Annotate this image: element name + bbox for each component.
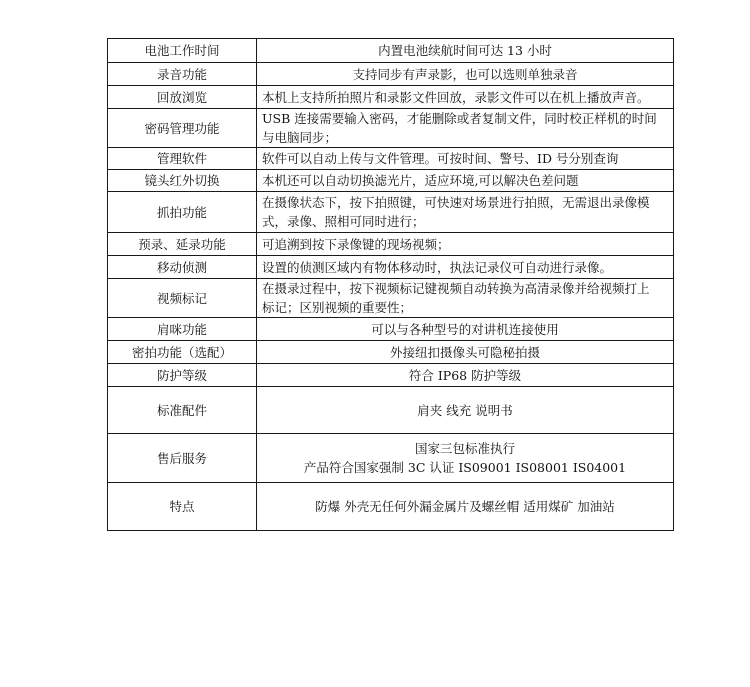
row-label: 抓拍功能 [108,192,257,233]
row-label: 密拍功能（选配） [108,341,257,364]
value-line: 可追溯到按下录像键的现场视频； [262,236,450,252]
value-line: 与电脑同步； [262,130,338,145]
table-row [108,387,674,434]
table-row [108,170,674,192]
row-label: 录音功能 [108,63,257,86]
table-row [108,318,674,341]
row-value [257,364,674,387]
spec-table-body [108,39,674,531]
value-line: 外接纽扣摄像头可隐秘拍摄 [389,344,540,360]
table-row [108,39,674,63]
row-label: 视频标记 [108,279,257,318]
row-label: 标准配件 [108,387,257,434]
row-label: 售后服务 [108,434,257,483]
table-row [108,109,674,148]
row-value [257,63,674,86]
table-row [108,233,674,256]
table-row [108,192,674,233]
row-value [257,233,674,256]
table-row [108,434,674,483]
row-value [257,341,674,364]
row-label: 密码管理功能 [108,109,257,148]
table-row [108,483,674,531]
table-row [108,341,674,364]
value-line: 内置电池续航时间可达 13 小时 [378,43,552,58]
value-line: 肩夹 线充 说明书 [417,402,513,418]
row-label: 镜头红外切换 [108,170,257,192]
value-line: 防爆 外壳无任何外漏金属片及螺丝帽 适用煤矿 加油站 [315,499,615,514]
value-line: 在摄像状态下，按下拍照键，可快速对场景进行拍照，无需退出录像模 [262,195,650,210]
row-value [257,192,674,233]
row-value [257,148,674,170]
row-value [257,109,674,148]
value-line: 在摄录过程中，按下视频标记键视频自动转换为高清录像并给视频打上 [262,281,650,296]
value-line: 国家三包标准执行 [414,441,515,456]
spec-table [107,38,674,531]
table-row [108,364,674,387]
table-row [108,148,674,170]
row-label: 肩咪功能 [108,318,257,341]
row-value [257,279,674,318]
value-line: 产品符合国家强制 3C 认证 IS09001 IS08001 IS04001 [303,460,627,475]
row-value [257,387,674,434]
value-line: 本机还可以自动切换滤光片，适应环境,可以解决色差问题 [262,173,579,188]
value-line: 支持同步有声录影，也可以选则单独录音 [352,66,578,82]
value-line: USB 连接需要输入密码，才能删除或者复制文件，同时校正样机的时间 [262,111,657,126]
row-value [257,86,674,109]
row-label: 电池工作时间 [108,39,257,63]
row-label: 管理软件 [108,148,257,170]
table-row [108,279,674,318]
value-line: 标记；区别视频的重要性； [262,300,413,315]
value-line: 本机上支持所拍照片和录影文件回放，录影文件可以在机上播放声音。 [262,89,650,105]
value-line: 可以与各种型号的对讲机连接使用 [371,321,559,337]
row-label: 防护等级 [108,364,257,387]
value-line: 式，录像、照相可同时进行； [262,214,425,229]
row-value [257,483,674,531]
row-value [257,256,674,279]
row-value [257,434,674,483]
table-row [108,86,674,109]
value-line: 设置的侦测区域内有物体移动时，执法记录仪可自动进行录像。 [262,259,613,275]
row-value [257,170,674,192]
table-row [108,256,674,279]
row-value [257,318,674,341]
row-label: 特点 [108,483,257,531]
table-row [108,63,674,86]
value-line: 符合 IP68 防护等级 [408,367,522,383]
row-label: 预录、延录功能 [108,233,257,256]
row-label: 移动侦测 [108,256,257,279]
value-line: 软件可以自动上传与文件管理。可按时间、警号、ID 号分别查询 [262,151,619,166]
row-value [257,39,674,63]
row-label: 回放浏览 [108,86,257,109]
